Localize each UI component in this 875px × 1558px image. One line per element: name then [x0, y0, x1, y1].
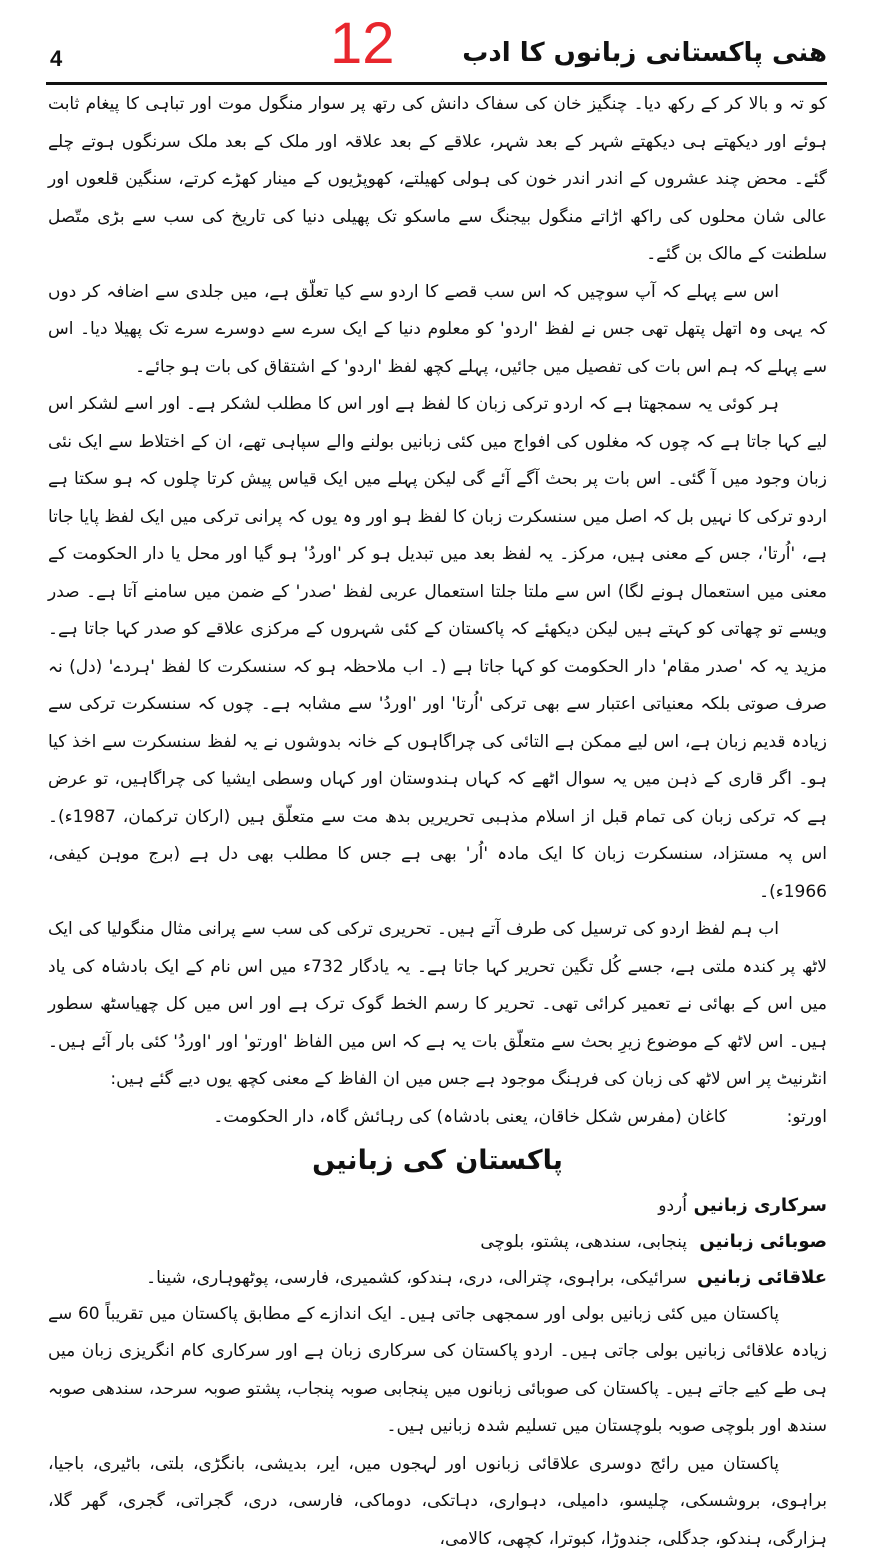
languages-row-provincial [48, 1224, 827, 1260]
paragraph: پاکستان میں کئی زبانیں بولی اور سمجھی جاتی ہیں۔ ایک اندازے کے مطابق پاکستان میں تقریباً 60 سے زیادہ علاقائی زبانیں بولی جاتی ہیں۔ اردو پاکستان کی سرکاری زبان ہے اور سرکاری کام انگریزی زبان میں ہی طے کیے جاتے ہیں۔ پاکستان کی صوبائی زبانوں میں پنجابی صوبہ پنجاب، پشتو صوبہ سرحد، سندھی صوبہ سندھ اور بلوچی صوبہ بلوچستان میں تسلیم شدہ زبانیں ہیں۔ [48, 1296, 827, 1446]
paragraph: ہر کوئی یہ سمجھتا ہے کہ اردو ترکی زبان کا لفظ ہے اور اس کا مطلب لشکر ہے۔ اور اسے لشکر اس لیے کہا جاتا ہے کہ چوں کہ مغلوں کی افواج میں کئی زبانیں بولنے والے سپاہی تھے، ان کے اختلاط سے ایک نئی زبان وجود میں آ گئی۔ اس بات پر بحث آگے آئے گی لیکن پہلے میں ایک قیاس پیش کرتا چلوں کہ ہو سکتا ہے اردو ترکی کا نہیں بل کہ اصل میں سنسکرت زبان کا لفظ ہو اور وہ یوں کہ پرانی ترکی میں ایک لفظ پایا جاتا ہے، 'اُرتا'، جس کے معنی ہیں، مرکز۔ یہ لفظ بعد میں تبدیل ہو کر 'اوردُ' ہو گیا اور محل یا دار الحکومت کے معنی میں استعمال ہونے لگا) اس سے ملتا جلتا استعمال عربی لفظ 'صدر' کے ضمن میں سامنے آتا ہے۔ صدر ویسے تو چھاتی کو کہتے ہیں لیکن دیکھئے کہ پاکستان کے کئی شہروں کے مرکزی علاقے کو صدر کہا جاتا ہے۔ مزید یہ کہ 'صدر مقام' دار الحکومت کو کہا جاتا ہے (۔ اب ملاحظہ ہو کہ سنسکرت کا لفظ 'ہردے' (دل) نہ صرف صوتی بلکہ معنیاتی اعتبار سے بھی ترکی 'اُرتا' اور 'اوردُ' سے مشابہ ہے۔ چوں کہ سنسکرت ترکی سے زیادہ قدیم زبان ہے، اس لیے ممکن ہے التائی کی چراگاہوں کے خانہ بدوشوں نے یہ لفظ سنسکرت سے اخذ کیا ہو۔ اگر قاری کے ذہن میں یہ سوال اٹھے کہ کہاں ہندوستان اور کہاں وسطی ایشیا کی چراگاہیں، تو عرض ہے کہ ترکی زبان کی تمام قبل از اسلام مذہبی تحریریں بدھ مت سے متعلّق ہیں (ارکان ترکمان، 1987ء)۔ اس پہ مستزاد، سنسکرت زبان کا ایک مادہ 'اُر' بھی ہے جس کا مطلب بھی دل ہے (برج موہن کیفی، 1966ء)۔ [48, 386, 827, 911]
paragraph: کو تہ و بالا کر کے رکھ دیا۔ چنگیز خان کی سفاک دانش کی رتھ پر سوار منگول موت اور تباہی کا پیغام ثابت ہوئے اور دیکھتے ہی دیکھتے شہر کے بعد شہر، علاقے کے بعد علاقہ اور ملک کے بعد ملک سرنگوں ہوتے چلے گئے۔ محض چند عشروں کے اندر اندر خون کی ہولی کھیلتے، کھوپڑیوں کے مینار کھڑے کرتے، سنگین قلعوں اور عالی شان محلوں کی راکھ اڑاتے منگول بیجنگ سے ماسکو تک پھیلی دنیا کی تاریخ کی سب سے بڑی متّصل سلطنت کے مالک بن گئے۔ [48, 86, 827, 274]
language-category: علاقائی زبانیں [687, 1260, 827, 1296]
paragraph: پاکستان میں رائج دوسری علاقائی زبانوں اور لہجوں میں، ایر، بدیشی، بانگڑی، بلتی، باٹیری، باجیا، براہوی، بروشسکی، چلیسو، دامیلی، دہواری، دہاتکی، دوماکی، فارسی، دری، گجراتی، گجری، گھر گلا، ہزارگی، ہندکو، جدگلی، جندوڑا، کبوترا، کچھی، کالامی، [48, 1446, 827, 1558]
definition-term: اورتو: [757, 1099, 827, 1136]
sheet-number: 12 [330, 14, 395, 74]
paragraph: اس سے پہلے کہ آپ سوچیں کہ اس سب قصے کا اردو سے کیا تعلّق ہے، میں جلدی سے اضافہ کر دوں کہ یہی وہ اتھل پتھل تھی جس نے لفظ 'اردو' کو معلوم دنیا کے ایک سرے سے دوسرے سرے تک پھیلا دیا۔ اس سے پہلے کہ ہم اس بات کی تفصیل میں جائیں، پہلے کچھ لفظ 'اردو' کے اشتقاق کی بات ہو جائے۔ [48, 274, 827, 387]
languages-table [48, 1188, 827, 1296]
header-rule [46, 82, 827, 85]
language-list: اُردو [48, 1188, 687, 1224]
paragraph: اب ہم لفظ اردو کی ترسیل کی طرف آتے ہیں۔ تحریری ترکی کی سب سے پرانی مثال منگولیا کی ایک لاٹھ پر کندہ ملتی ہے، جسے کُل تگین تحریر کہا جاتا ہے۔ یہ یادگار 732ء میں اس نام کے ایک بادشاہ کی یاد میں اس کے بھائی نے تعمیر کرائی تھی۔ تحریر کا رسم الخط گوک ترک ہے اور اس میں کل چھیاسٹھ سطور ہیں۔ اس لاٹھ کے موضوع زیرِ بحث سے متعلّق بات یہ ہے کہ اس میں الفاظ 'اورتو' اور 'اوردُ' کئی بار آئے ہیں۔ انٹرنیٹ پر اس لاٹھ کی زبان کی فرہنگ موجود ہے جس میں ان الفاظ کے معنی کچھ یوں دیے گئے ہیں: [48, 911, 827, 1099]
definition-entry [48, 1099, 827, 1136]
language-list: سرائیکی، براہوی، چترالی، دری، ہندکو، کشمیری، فارسی، پوٹھوہاری، شینا۔ [48, 1260, 687, 1296]
language-category: سرکاری زبانیں [687, 1188, 827, 1224]
page-number: 4 [50, 46, 62, 72]
language-list: پنجابی، سندھی، پشتو، بلوچی [48, 1224, 687, 1260]
language-category: صوبائی زبانیں [687, 1224, 827, 1260]
definition-meaning: کاغان (مفرس شکل خاقان، یعنی بادشاہ) کی رہائش گاہ، دار الحکومت۔ [213, 1099, 757, 1136]
languages-row-official [48, 1188, 827, 1224]
running-title: ھنی پاکستانی زبانوں کا ادب [462, 38, 827, 68]
section-heading: پاکستان کی زبانیں [48, 1138, 827, 1184]
page-body [48, 86, 827, 1558]
languages-row-regional [48, 1260, 827, 1296]
